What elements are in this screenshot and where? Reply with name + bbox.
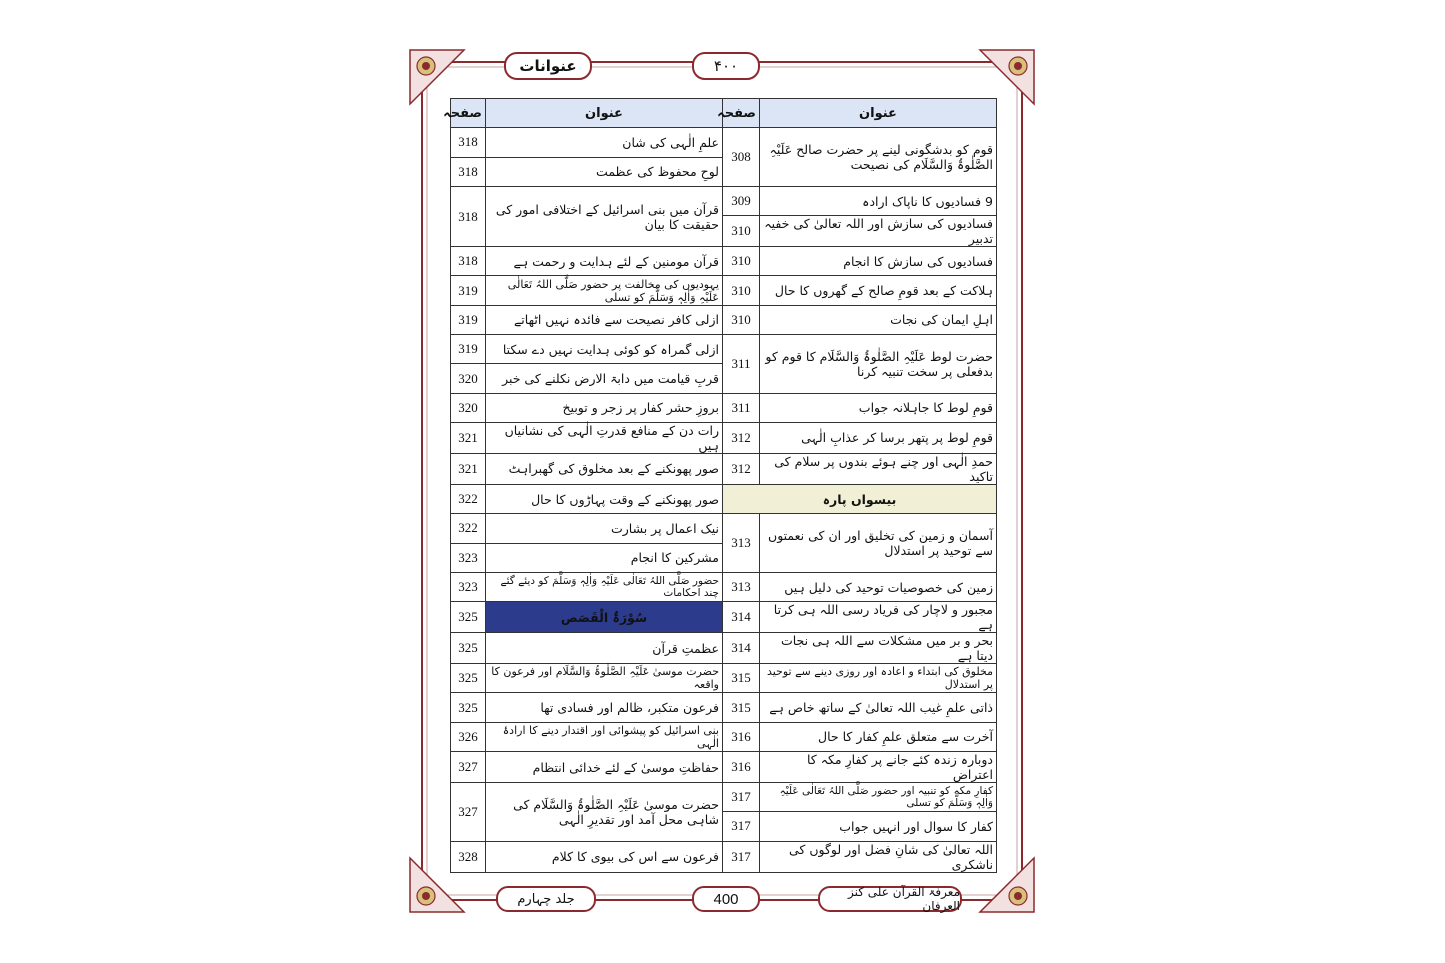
page-number: 316 (723, 752, 760, 783)
topic-title: نیک اعمال پر بشارت (486, 514, 723, 543)
topic-title: بنی اسرائیل کو پیشوائی اور اقتدار دینے کا ارادۂ الٰہی (486, 722, 723, 751)
topic-title: قربِ قیامت میں دابۃ الارض نکلنے کی خبر (486, 364, 723, 393)
table-row (451, 514, 997, 543)
table-row (451, 841, 997, 872)
table-row (451, 335, 997, 364)
page-number: 323 (451, 572, 486, 601)
column-header-topic: عنوان (760, 99, 997, 128)
para-heading: بیسواں پارہ (723, 484, 997, 513)
page-number: 318 (451, 247, 486, 276)
page-number: 317 (723, 841, 760, 872)
page-number: 315 (723, 664, 760, 693)
table-row (451, 572, 997, 601)
page-number: 318 (451, 128, 486, 157)
page-number: 327 (451, 783, 486, 842)
topic-title: بحر و بر میں مشکلات سے اللہ ہی نجات دیتا ہے (760, 633, 997, 664)
page-number: 310 (723, 305, 760, 334)
topic-title: زمین کی خصوصیات توحید کی دلیل ہیں (760, 572, 997, 601)
topic-title: ہلاکت کے بعد قومِ صالح کے گھروں کا حال (760, 276, 997, 305)
table-row (451, 422, 997, 453)
page-number: 314 (723, 602, 760, 633)
page-number: 327 (451, 752, 486, 783)
topic-title: بروزِ حشر کفار پر زجر و توبیخ (486, 393, 723, 422)
page-number: 325 (451, 633, 486, 664)
header-title: عنوانات (504, 52, 592, 80)
topic-title: حمدِ الٰہی اور چنے ہوئے بندوں پر سلام کی تاکید (760, 453, 997, 484)
topic-title: مخلوق کی ابتداء و اعادہ اور روزی دینے سے توحید پر استدلال (760, 664, 997, 693)
page-number: 319 (451, 305, 486, 334)
table-row (451, 276, 997, 305)
topic-title: قرآن میں بنی اسرائیل کے اختلافی امور کی حقیقت کا بیان (486, 186, 723, 246)
table-row (451, 247, 997, 276)
page-number: 318 (451, 186, 486, 246)
table-row (451, 664, 997, 693)
table-header-row (451, 99, 997, 128)
table-row (451, 602, 997, 633)
topic-title: علمِ الٰہی کی شان (486, 128, 723, 157)
page-number: 312 (723, 453, 760, 484)
table-row (451, 128, 997, 157)
topic-title: قومِ لوط پر پتھر برسا کر عذابِ الٰہی (760, 422, 997, 453)
table-row (451, 453, 997, 484)
page-number: 310 (723, 276, 760, 305)
topic-title: فرعون سے اس کی بیوی کا کلام (486, 841, 723, 872)
page-number: 313 (723, 572, 760, 601)
page-number: 328 (451, 841, 486, 872)
topic-title: ازلی گمراہ کو کوئی ہدایت نہیں دے سکتا (486, 335, 723, 364)
page-number: 311 (723, 335, 760, 394)
topic-title: آخرت سے متعلق علمِ کفار کا حال (760, 722, 997, 751)
page-number: 308 (723, 128, 760, 187)
page-number: 318 (451, 157, 486, 186)
topic-title: عظمتِ قرآن (486, 633, 723, 664)
topic-title: دوبارہ زندہ کئے جانے پر کفارِ مکہ کا اعتراض (760, 752, 997, 783)
page-number: 320 (451, 364, 486, 393)
topic-title: فسادیوں کی سازش کا انجام (760, 247, 997, 276)
topic-title: صور پھونکنے کے وقت پہاڑوں کا حال (486, 484, 723, 513)
topic-title: قومِ لوط کا جاہلانہ جواب (760, 393, 997, 422)
topic-title: حضور صَلَّی اللہُ تَعَالٰی عَلَیْہِ وَاٰلِہٖ وَسَلَّمَ کو دیئے گئے چند احکامات (486, 572, 723, 601)
page-number: 316 (723, 722, 760, 751)
topic-title: آسمان و زمین کی تخلیق اور ان کی نعمتوں سے توحید پر استدلال (760, 514, 997, 573)
page-number: 317 (723, 812, 760, 841)
topic-title: اللہ تعالیٰ کی شانِ فضل اور لوگوں کی ناشکری (760, 841, 997, 872)
table-row (451, 722, 997, 751)
column-header-page: صفحہ (451, 99, 486, 128)
topic-title: حفاظتِ موسیٰ کے لئے خدائی انتظام (486, 752, 723, 783)
page-number: 312 (723, 422, 760, 453)
page-number: 314 (723, 633, 760, 664)
topic-title: فسادیوں کی سازش اور اللہ تعالیٰ کی خفیہ تدبیر (760, 216, 997, 247)
topic-title: اہلِ ایمان کی نجات (760, 305, 997, 334)
page-number: 325 (451, 693, 486, 722)
page-number: 326 (451, 722, 486, 751)
page-number: 322 (451, 514, 486, 543)
page-number: 313 (723, 514, 760, 573)
page-number: 325 (451, 602, 486, 633)
page-number: 311 (723, 393, 760, 422)
topic-title: فرعون متکبر، ظالم اور فسادی تھا (486, 693, 723, 722)
footer-volume: جلد چہارم (496, 886, 596, 912)
topic-title: مشرکین کا انجام (486, 543, 723, 572)
topic-title: یہودیوں کی مخالفت پر حضور صَلَّی اللہُ تَعَالٰی عَلَیْہِ وَاٰلِہٖ وَسَلَّمَ کو تسلی (486, 276, 723, 305)
topic-title: رات دن کے منافع قدرتِ الٰہی کی نشانیاں ہیں (486, 422, 723, 453)
footer-book-title: معرفۃ القرآن علی کنز العرفان (818, 886, 962, 912)
surah-heading: سُوْرَۃُ الْقَصَص (486, 602, 723, 633)
page-number: 319 (451, 335, 486, 364)
page-number: 320 (451, 393, 486, 422)
column-header-topic: عنوان (486, 99, 723, 128)
topic-title: مجبور و لاچار کی فریاد رسی اللہ ہی کرتا ہے (760, 602, 997, 633)
topic-title: حضرت موسیٰ عَلَیْہِ الصَّلٰوۃُ وَالسَّلَام کی شاہی محل آمد اور تقدیرِ الٰہی (486, 783, 723, 842)
table-row (451, 186, 997, 215)
topic-title: قوم کو بدشگونی لینے پر حضرت صالح عَلَیْہِ الصَّلٰوۃُ وَالسَّلَام کی نصیحت (760, 128, 997, 187)
page-number: 321 (451, 422, 486, 453)
table-row (451, 484, 997, 513)
topic-title: قرآن مومنین کے لئے ہدایت و رحمت ہے (486, 247, 723, 276)
page-number: 325 (451, 664, 486, 693)
footer-page-number: 400 (692, 886, 760, 912)
table-row (451, 633, 997, 664)
page-number: 317 (723, 783, 760, 812)
topic-title: لوحِ محفوظ کی عظمت (486, 157, 723, 186)
toc-table (443, 98, 997, 873)
topic-title: صور پھونکنے کے بعد مخلوق کی گھبراہٹ (486, 453, 723, 484)
topic-title: ازلی کافر نصیحت سے فائدہ نہیں اٹھاتے (486, 305, 723, 334)
column-header-page: صفحہ (723, 99, 760, 128)
book-page (408, 48, 1036, 914)
topic-title: ذاتی علمِ غیب اللہ تعالیٰ کے ساتھ خاص ہے (760, 693, 997, 722)
topic-title: کفارِ مکہ کو تنبیہ اور حضور صَلَّی اللہُ تَعَالٰی عَلَیْہِ وَاٰلِہٖ وَسَلَّمَ کو تسلی (760, 783, 997, 812)
page-number: 310 (723, 216, 760, 247)
page-number: 322 (451, 484, 486, 513)
topic-title: 9 فسادیوں کا ناپاک ارادہ (760, 186, 997, 215)
page-number: 315 (723, 693, 760, 722)
table-row (451, 752, 997, 783)
table-row (451, 693, 997, 722)
page-number: 321 (451, 453, 486, 484)
topic-title: حضرت موسیٰ عَلَیْہِ الصَّلٰوۃُ وَالسَّلَام اور فرعون کا واقعہ (486, 664, 723, 693)
page-number: 310 (723, 247, 760, 276)
table-row (451, 305, 997, 334)
page-number: 319 (451, 276, 486, 305)
topic-title: حضرت لوط عَلَیْہِ الصَّلٰوۃُ وَالسَّلَام کا قوم کو بدفعلی پر سخت تنبیہ کرنا (760, 335, 997, 394)
page-number: 323 (451, 543, 486, 572)
topic-title: کفار کا سوال اور انہیں جواب (760, 812, 997, 841)
page-number: 309 (723, 186, 760, 215)
table-row (451, 393, 997, 422)
header-page-number: ۴۰۰ (692, 52, 760, 80)
table-row (451, 783, 997, 812)
